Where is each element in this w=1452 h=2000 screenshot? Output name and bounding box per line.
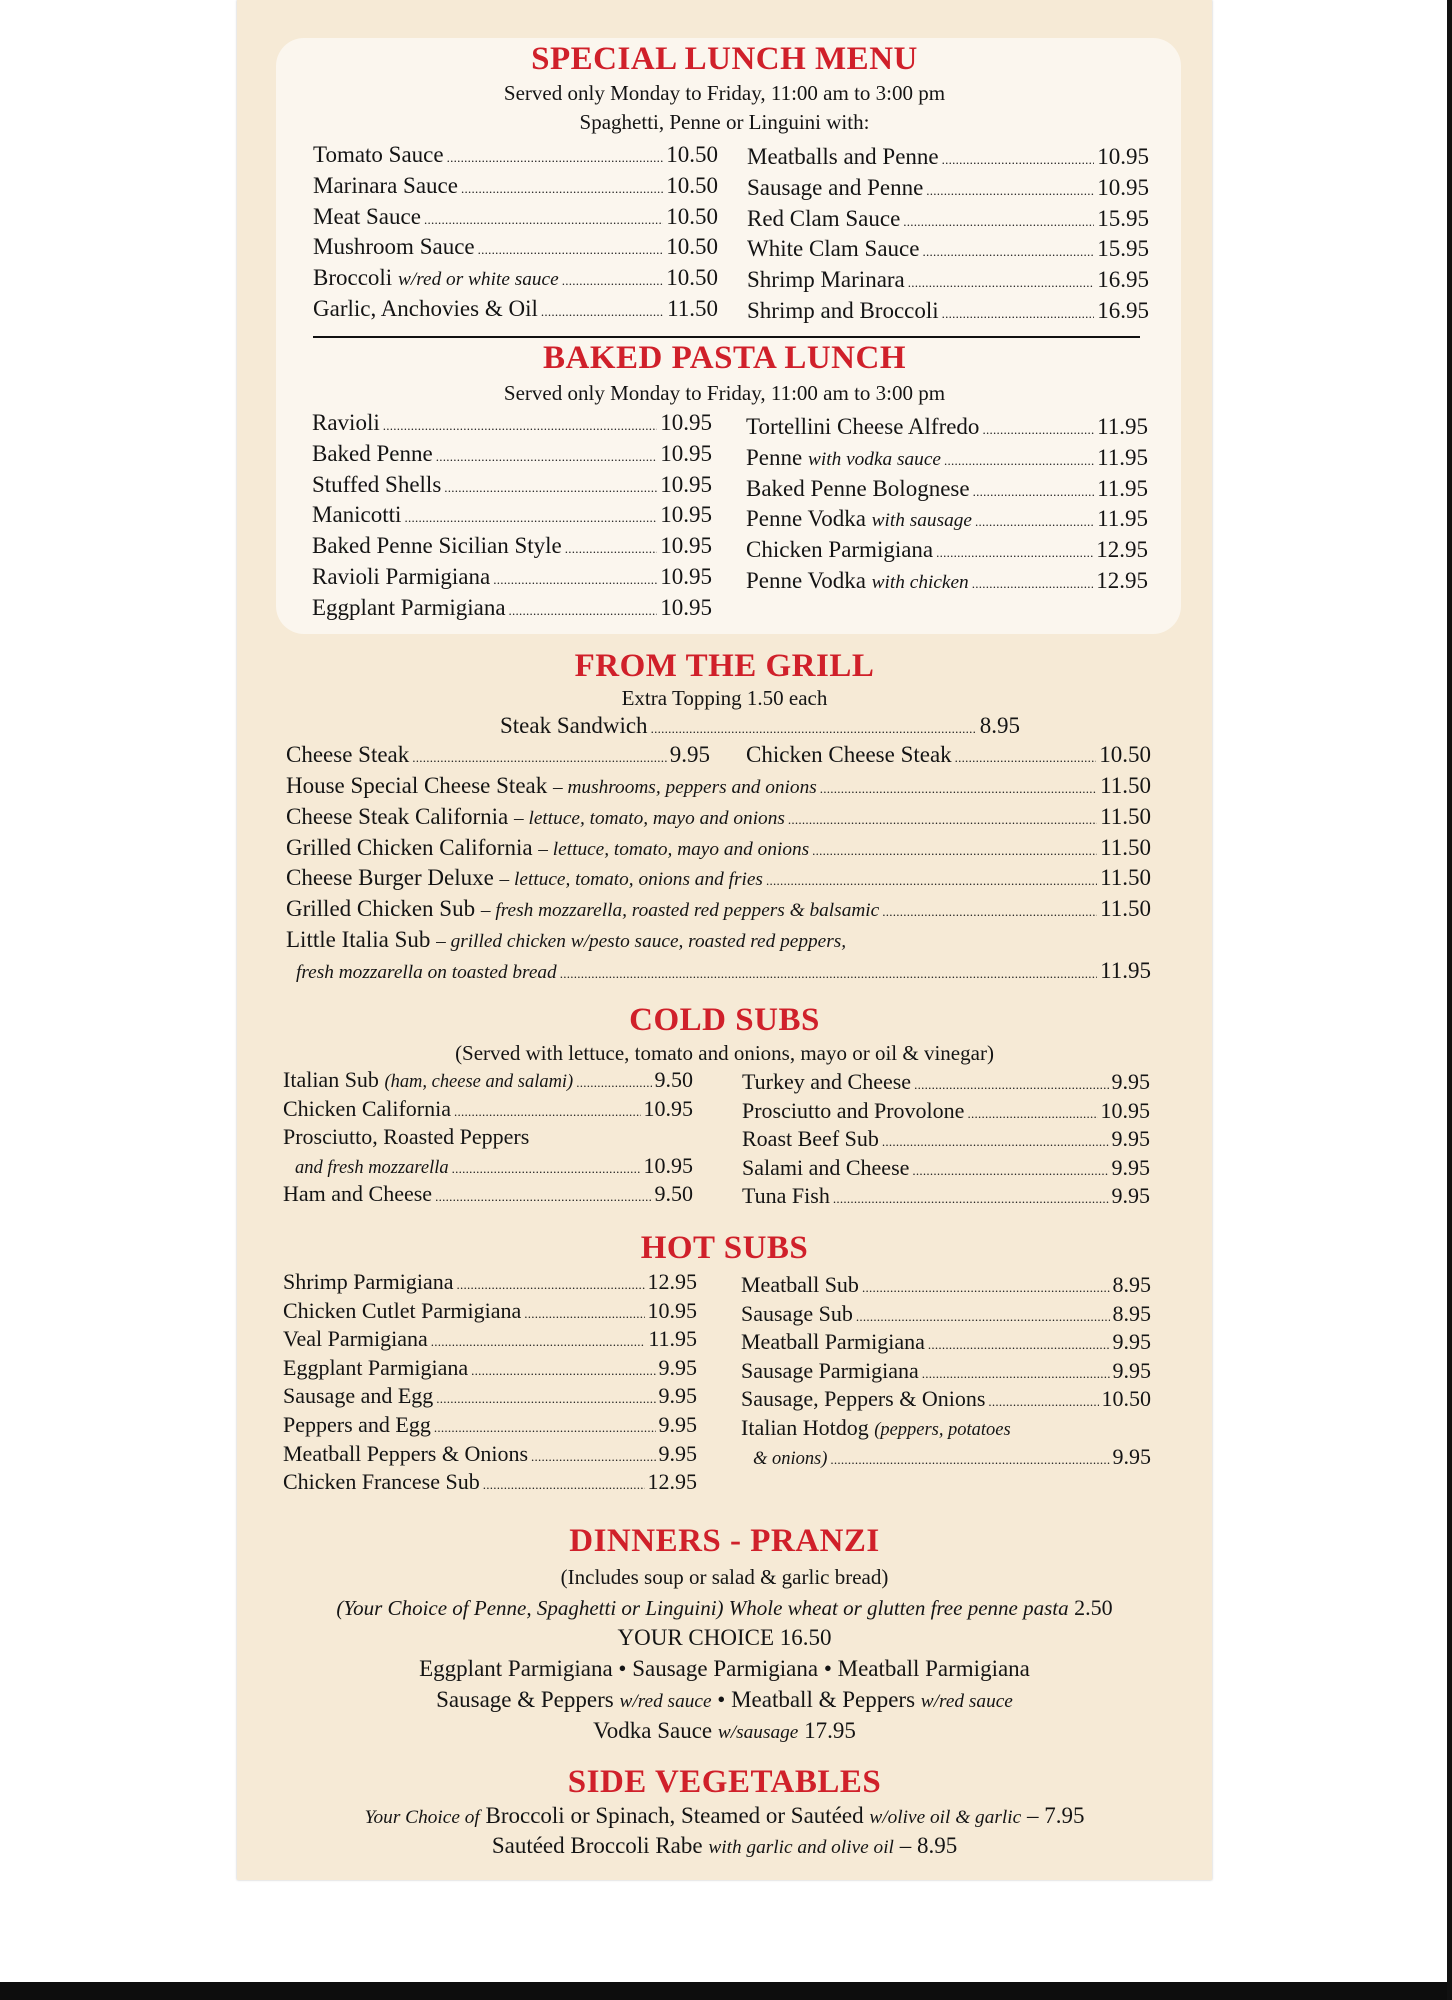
menu-item: Cheese Steak . . . 9.95 bbox=[286, 740, 710, 771]
menu-item: Sausage and Penne . . . 10.95 bbox=[747, 173, 1149, 204]
menu-item: Sausage Sub . . . 8.95 bbox=[741, 1300, 1151, 1329]
special-lunch-pasta-choice: Spaghetti, Penne or Linguini with: bbox=[579, 110, 870, 134]
section-title-special-lunch: SPECIAL LUNCH MENU bbox=[531, 41, 918, 77]
menu-item: Italian Sub (ham, cheese and salami) . . . 9.50 bbox=[283, 1066, 693, 1095]
grill-topping-note: Extra Topping 1.50 each bbox=[621, 686, 828, 710]
cold-subs-left-column bbox=[283, 1066, 693, 1209]
menu-item: Shrimp Parmigiana . . . 12.95 bbox=[283, 1268, 697, 1297]
menu-item: Manicotti . . . 10.95 bbox=[312, 500, 712, 531]
special-lunch-hours: Served only Monday to Friday, 11:00 am to 3:00 pm bbox=[503, 81, 946, 105]
menu-item: Roast Beef Sub . . . 9.95 bbox=[742, 1125, 1150, 1154]
menu-item: Sausage Parmigiana . . . 9.95 bbox=[741, 1357, 1151, 1386]
menu-item: Prosciutto and Provolone . . . 10.95 bbox=[742, 1097, 1150, 1126]
menu-item: Eggplant Parmigiana . . . 10.95 bbox=[312, 593, 712, 624]
menu-item: Tomato Sauce . . . 10.50 bbox=[313, 140, 718, 171]
menu-item: Chicken California . . . 10.95 bbox=[283, 1095, 693, 1124]
menu-item: Baked Penne Bolognese . . . 11.95 bbox=[746, 474, 1148, 505]
cold-subs-right-column bbox=[742, 1068, 1150, 1211]
sides-line-2: Sautéed Broccoli Rabe with garlic and olive oil – 8.95 bbox=[491, 1833, 958, 1858]
menu-item: fresh mozzarella on toasted bread . . . 11.95 bbox=[286, 956, 1151, 987]
menu-item: Penne with vodka sauce . . . 11.95 bbox=[746, 443, 1148, 474]
section-title-baked-pasta: BAKED PASTA LUNCH bbox=[543, 340, 906, 376]
section-title-cold-subs: COLD SUBS bbox=[629, 1002, 820, 1038]
menu-item: Meatball Sub . . . 8.95 bbox=[741, 1271, 1151, 1300]
menu-item: Tortellini Cheese Alfredo . . . 11.95 bbox=[746, 412, 1148, 443]
menu-item: Ham and Cheese . . . 9.50 bbox=[283, 1180, 693, 1209]
menu-item: Salami and Cheese . . . 9.95 bbox=[742, 1154, 1150, 1183]
menu-item: Grilled Chicken California – lettuce, tomato, mayo and onions . . . 11.50 bbox=[286, 833, 1151, 864]
menu-item: Meatball Parmigiana . . . 9.95 bbox=[741, 1328, 1151, 1357]
menu-item: Broccoli w/red or white sauce . . . 10.50 bbox=[313, 263, 718, 294]
section-title-hot-subs: HOT SUBS bbox=[640, 1230, 809, 1266]
dinners-includes: (Includes soup or salad & garlic bread) bbox=[560, 1565, 889, 1589]
menu-item: Chicken Cutlet Parmigiana . . . 10.95 bbox=[283, 1297, 697, 1326]
hot-subs-right-column bbox=[741, 1271, 1151, 1471]
menu-item: and fresh mozzarella . . . 10.95 bbox=[283, 1152, 693, 1181]
menu-item: Turkey and Cheese . . . 9.95 bbox=[742, 1068, 1150, 1097]
menu-item: Prosciutto, Roasted Peppers bbox=[283, 1124, 530, 1150]
section-divider bbox=[313, 336, 1140, 338]
menu-item: Shrimp and Broccoli . . . 16.95 bbox=[747, 296, 1149, 327]
menu-item: Peppers and Egg . . . 9.95 bbox=[283, 1411, 697, 1440]
menu-item: Tuna Fish . . . 9.95 bbox=[742, 1182, 1150, 1211]
section-title-grill: FROM THE GRILL bbox=[574, 648, 875, 684]
menu-item: Steak Sandwich . . . 8.95 bbox=[500, 711, 1020, 742]
menu-item: Meat Sauce . . . 10.50 bbox=[313, 202, 718, 233]
menu-item: Mushroom Sauce . . . 10.50 bbox=[313, 232, 718, 263]
special-lunch-right-column bbox=[747, 142, 1149, 327]
menu-item: Ravioli . . . 10.95 bbox=[312, 408, 712, 439]
menu-item: Baked Penne Sicilian Style . . . 10.95 bbox=[312, 531, 712, 562]
menu-item: Cheese Steak California – lettuce, tomato, mayo and onions . . . 11.50 bbox=[286, 802, 1151, 833]
dinners-options-1: Eggplant Parmigiana • Sausage Parmigiana • Meatball Parmigiana bbox=[419, 1656, 1030, 1681]
section-title-sides: SIDE VEGETABLES bbox=[567, 1764, 882, 1800]
sides-line-1: Your Choice of Broccoli or Spinach, Steamed or Sautéed w/olive oil & garlic – 7.95 bbox=[364, 1803, 1085, 1828]
menu-item: Sausage and Egg . . . 9.95 bbox=[283, 1382, 697, 1411]
menu-item: Shrimp Marinara . . . 16.95 bbox=[747, 265, 1149, 296]
cheese-steak-row bbox=[286, 740, 710, 771]
menu-item: Chicken Francese Sub . . . 12.95 bbox=[283, 1468, 697, 1497]
menu-item: & onions) . . . 9.95 bbox=[741, 1443, 1151, 1472]
menu-item: Penne Vodka with chicken . . . 12.95 bbox=[746, 566, 1148, 597]
menu-item: Garlic, Anchovies & Oil . . . 11.50 bbox=[313, 294, 718, 325]
menu-item: Ravioli Parmigiana . . . 10.95 bbox=[312, 562, 712, 593]
menu-item: White Clam Sauce . . . 15.95 bbox=[747, 234, 1149, 265]
menu-item: Baked Penne . . . 10.95 bbox=[312, 439, 712, 470]
menu-item: Red Clam Sauce . . . 15.95 bbox=[747, 204, 1149, 235]
chicken-cheese-steak-row bbox=[746, 740, 1151, 771]
dinners-options-2: Sausage & Peppers w/red sauce • Meatball & Peppers w/red sauce bbox=[436, 1687, 1013, 1712]
menu-item: Meatballs and Penne . . . 10.95 bbox=[747, 142, 1149, 173]
menu-item: Meatball Peppers & Onions . . . 9.95 bbox=[283, 1440, 697, 1469]
menu-item: Marinara Sauce . . . 10.50 bbox=[313, 171, 718, 202]
baked-pasta-left-column bbox=[312, 408, 712, 624]
scan-border bbox=[0, 1982, 1452, 2000]
steak-sandwich-row bbox=[500, 711, 1020, 742]
scan-border-right bbox=[1447, 0, 1452, 2000]
menu-item: Sausage, Peppers & Onions . . . 10.50 bbox=[741, 1385, 1151, 1414]
baked-pasta-hours: Served only Monday to Friday, 11:00 am to 3:00 pm bbox=[503, 381, 946, 405]
menu-item: Eggplant Parmigiana . . . 9.95 bbox=[283, 1354, 697, 1383]
menu-item: Italian Hotdog (peppers, potatoes bbox=[741, 1414, 1011, 1440]
menu-item: Cheese Burger Deluxe – lettuce, tomato, onions and fries . . . 11.50 bbox=[286, 863, 1151, 894]
cold-subs-note: (Served with lettuce, tomato and onions, mayo or oil & vinegar) bbox=[455, 1041, 994, 1065]
menu-item: Grilled Chicken Sub – fresh mozzarella, roasted red peppers & balsamic . . . 11.50 bbox=[286, 894, 1151, 925]
menu-item: Stuffed Shells . . . 10.95 bbox=[312, 470, 712, 501]
section-title-dinners: DINNERS - PRANZI bbox=[569, 1523, 880, 1559]
hot-subs-left-column bbox=[283, 1268, 697, 1497]
menu-item: Penne Vodka with sausage . . . 11.95 bbox=[746, 504, 1148, 535]
dinners-pasta-choice: (Your Choice of Penne, Spaghetti or Linguini) Whole wheat or glutten free penne pasta 2.50 bbox=[336, 1595, 1113, 1620]
menu-item: Little Italia Sub – grilled chicken w/pesto sauce, roasted red peppers, bbox=[286, 926, 847, 952]
dinners-your-choice: YOUR CHOICE 16.50 bbox=[617, 1625, 832, 1650]
special-lunch-left-column bbox=[313, 140, 718, 325]
baked-pasta-right-column bbox=[746, 412, 1148, 597]
grill-items bbox=[286, 771, 1151, 987]
menu-item: House Special Cheese Steak – mushrooms, peppers and onions . . . 11.50 bbox=[286, 771, 1151, 802]
menu-item: Chicken Parmigiana . . . 12.95 bbox=[746, 535, 1148, 566]
menu-item: Veal Parmigiana . . . 11.95 bbox=[283, 1325, 697, 1354]
dinners-vodka-sauce: Vodka Sauce w/sausage 17.95 bbox=[593, 1718, 856, 1743]
menu-item: Chicken Cheese Steak . . . 10.50 bbox=[746, 740, 1151, 771]
